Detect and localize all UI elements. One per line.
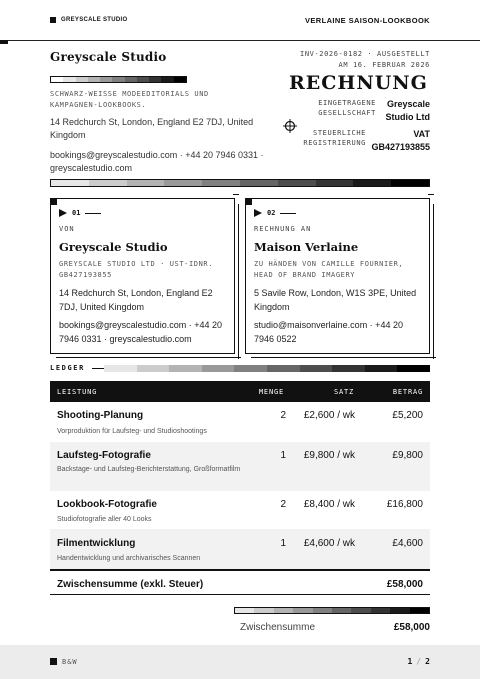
party-number-label: 02 bbox=[267, 209, 276, 217]
party-role: VON bbox=[59, 225, 75, 233]
tone-swatch bbox=[316, 180, 354, 186]
tone-bar bbox=[50, 179, 430, 187]
tone-swatch bbox=[274, 608, 293, 613]
row-rate: £8,400 / wk bbox=[303, 499, 355, 510]
row-description: Studiofotografie aller 40 Looks bbox=[57, 516, 152, 523]
tone-swatch bbox=[169, 365, 202, 372]
tone-swatch bbox=[51, 180, 89, 186]
tone-swatch bbox=[300, 365, 333, 372]
top-divider-accent bbox=[0, 40, 8, 44]
tone-ramp bbox=[50, 76, 187, 83]
row-qty: 1 bbox=[280, 538, 286, 549]
footer bbox=[0, 645, 480, 679]
card-shadow bbox=[428, 194, 434, 195]
tone-swatch bbox=[371, 608, 390, 613]
card-shadow bbox=[238, 204, 239, 359]
tone-swatch bbox=[202, 365, 235, 372]
tone-swatch bbox=[332, 365, 365, 372]
party-address: 14 Redchurch St, London, England E2 7DJ, United Kingdom bbox=[59, 288, 213, 312]
ledger-divider bbox=[92, 368, 104, 369]
tone-swatch bbox=[351, 608, 370, 613]
tone-swatch bbox=[240, 180, 278, 186]
card-shadow bbox=[233, 194, 239, 195]
tone-swatch bbox=[112, 77, 124, 82]
tone-swatch bbox=[76, 77, 88, 82]
tone-swatch bbox=[88, 77, 100, 82]
tone-swatch bbox=[63, 77, 75, 82]
issuer-tagline: SCHWARZ-WEISSE MODEEDITORIALS UND KAMPAGNEN-LOOKBOOKS. bbox=[50, 90, 209, 109]
tone-swatch bbox=[397, 365, 430, 372]
tone-swatch bbox=[137, 365, 170, 372]
current-page: 1 bbox=[407, 657, 413, 666]
column-header-rate: SATZ bbox=[333, 388, 354, 396]
play-triangle-icon bbox=[254, 209, 262, 217]
row-rate: £9,800 / wk bbox=[303, 450, 355, 461]
issuer-name: Greyscale Studio bbox=[50, 50, 167, 64]
card-shadow bbox=[251, 357, 436, 358]
brand-label: GREYSCALE STUDIO bbox=[61, 17, 128, 23]
tone-swatch bbox=[125, 77, 137, 82]
tone-swatch bbox=[51, 77, 63, 82]
row-title: Lookbook-Fotografie bbox=[57, 499, 157, 510]
row-amount: £4,600 bbox=[392, 538, 423, 549]
ledger-label: LEDGER bbox=[50, 364, 85, 372]
table-row bbox=[50, 491, 430, 529]
tone-swatch bbox=[293, 608, 312, 613]
column-header-amount: BETRAG bbox=[392, 388, 423, 396]
brand-square-icon bbox=[50, 17, 56, 23]
footer-square-icon bbox=[50, 658, 57, 665]
company-label: EINGETRAGENE GESELLSCHAFT bbox=[318, 99, 376, 117]
tone-swatch bbox=[127, 180, 165, 186]
footer-label: B&W bbox=[62, 658, 78, 666]
tone-swatch bbox=[391, 180, 429, 186]
summary-label: Zwischensumme bbox=[240, 622, 316, 633]
row-amount: £5,200 bbox=[392, 410, 423, 421]
divider bbox=[85, 213, 101, 214]
summary-tone-ramp bbox=[234, 607, 430, 614]
subtotal-row bbox=[50, 569, 430, 595]
row-description: Handentwicklung und archivarisches Scannen bbox=[57, 555, 201, 562]
row-title: Laufsteg-Fotografie bbox=[57, 450, 151, 461]
invoice-number: INV-2026-0182 · AUSGESTELLT bbox=[300, 50, 430, 58]
top-divider bbox=[0, 40, 480, 41]
tone-swatch bbox=[313, 608, 332, 613]
play-triangle-icon bbox=[59, 209, 67, 217]
table-row bbox=[50, 442, 430, 491]
tone-swatch bbox=[104, 365, 137, 372]
registration-crosshair-icon bbox=[283, 119, 297, 133]
card-shadow bbox=[56, 357, 241, 358]
page-separator: / bbox=[416, 657, 422, 666]
tone-swatch bbox=[89, 180, 127, 186]
row-rate: £4,600 / wk bbox=[303, 538, 355, 549]
card-corner bbox=[50, 198, 57, 205]
column-header-qty: MENGE bbox=[258, 388, 284, 396]
card-corner bbox=[245, 198, 252, 205]
tone-swatch bbox=[332, 608, 351, 613]
total-pages: 2 bbox=[425, 657, 430, 666]
subtotal-label: Zwischensumme (exkl. Steuer) bbox=[57, 579, 204, 590]
document-title: RECHNUNG bbox=[289, 72, 428, 94]
row-rate: £2,600 / wk bbox=[303, 410, 355, 421]
page-indicator bbox=[408, 657, 430, 666]
tax-label: STEUERLICHE REGISTRIERUNG bbox=[303, 129, 366, 147]
row-qty: 2 bbox=[280, 410, 286, 421]
issuer-address: 14 Redchurch St, London, England E2 7DJ, United Kingdom bbox=[50, 117, 254, 140]
tone-swatch bbox=[353, 180, 391, 186]
party-card-to bbox=[245, 198, 430, 354]
invoice-meta bbox=[300, 49, 430, 71]
card-shadow bbox=[433, 204, 434, 359]
row-qty: 2 bbox=[280, 499, 286, 510]
tone-swatch bbox=[267, 365, 300, 372]
tone-swatch bbox=[174, 77, 186, 82]
company-value: Greyscale Studio Ltd bbox=[385, 99, 430, 122]
party-name: Greyscale Studio bbox=[59, 240, 168, 254]
row-description: Backstage- und Laufsteg-Berichterstattung, Großformatfilm bbox=[57, 466, 241, 473]
party-number bbox=[254, 209, 296, 217]
row-title: Shooting-Planung bbox=[57, 410, 144, 421]
top-bar bbox=[0, 0, 480, 42]
party-legal: GREYSCALE STUDIO LTD · UST-IDNR. GB427193855 bbox=[59, 260, 214, 279]
tone-swatch bbox=[202, 180, 240, 186]
tone-swatch bbox=[137, 77, 149, 82]
table-row bbox=[50, 529, 430, 569]
summary-value: £58,000 bbox=[393, 622, 430, 633]
tone-swatch bbox=[278, 180, 316, 186]
tax-value: VAT GB427193855 bbox=[371, 129, 430, 152]
ledger-table-header bbox=[50, 381, 430, 402]
party-contact: bookings@greyscalestudio.com · +44 20 7946 0331 · greyscalestudio.com bbox=[59, 320, 222, 344]
column-header-service: LEISTUNG bbox=[57, 388, 98, 396]
tone-swatch bbox=[390, 608, 409, 613]
party-name: Maison Verlaine bbox=[254, 240, 359, 254]
party-legal: ZU HÄNDEN VON CAMILLE FOURNIER, HEAD OF BRAND IMAGERY bbox=[254, 260, 404, 279]
tone-swatch bbox=[235, 608, 254, 613]
party-number-label: 01 bbox=[72, 209, 81, 217]
row-amount: £9,800 bbox=[392, 450, 423, 461]
invoice-date: AM 16. FEBRUAR 2026 bbox=[338, 61, 430, 69]
issuer-contact: bookings@greyscalestudio.com · +44 20 7946 0331 · greyscalestudio.com bbox=[50, 150, 264, 173]
row-amount: £16,800 bbox=[386, 499, 423, 510]
party-contact: studio@maisonverlaine.com · +44 20 7946 0522 bbox=[254, 320, 403, 344]
row-description: Vorproduktion für Laufsteg- und Studioshootings bbox=[57, 428, 207, 435]
party-address: 5 Savile Row, London, W1S 3PE, United Kingdom bbox=[254, 288, 417, 312]
row-title: Filmentwicklung bbox=[57, 538, 136, 549]
tone-swatch bbox=[161, 77, 173, 82]
divider bbox=[280, 213, 296, 214]
tone-swatch bbox=[149, 77, 161, 82]
tone-swatch bbox=[100, 77, 112, 82]
lookbook-label: VERLAINE SAISON-LOOKBOOK bbox=[304, 16, 430, 25]
ledger-tone-ramp bbox=[104, 365, 430, 372]
table-row bbox=[50, 402, 430, 442]
tone-swatch bbox=[164, 180, 202, 186]
party-card-from bbox=[50, 198, 235, 354]
subtotal-value: £58,000 bbox=[386, 579, 423, 590]
row-qty: 1 bbox=[280, 450, 286, 461]
party-number bbox=[59, 209, 101, 217]
party-role: RECHNUNG AN bbox=[254, 225, 312, 233]
tone-swatch bbox=[254, 608, 273, 613]
tone-swatch bbox=[410, 608, 429, 613]
tone-swatch bbox=[365, 365, 398, 372]
brand-mark bbox=[50, 17, 127, 23]
tone-swatch bbox=[234, 365, 267, 372]
